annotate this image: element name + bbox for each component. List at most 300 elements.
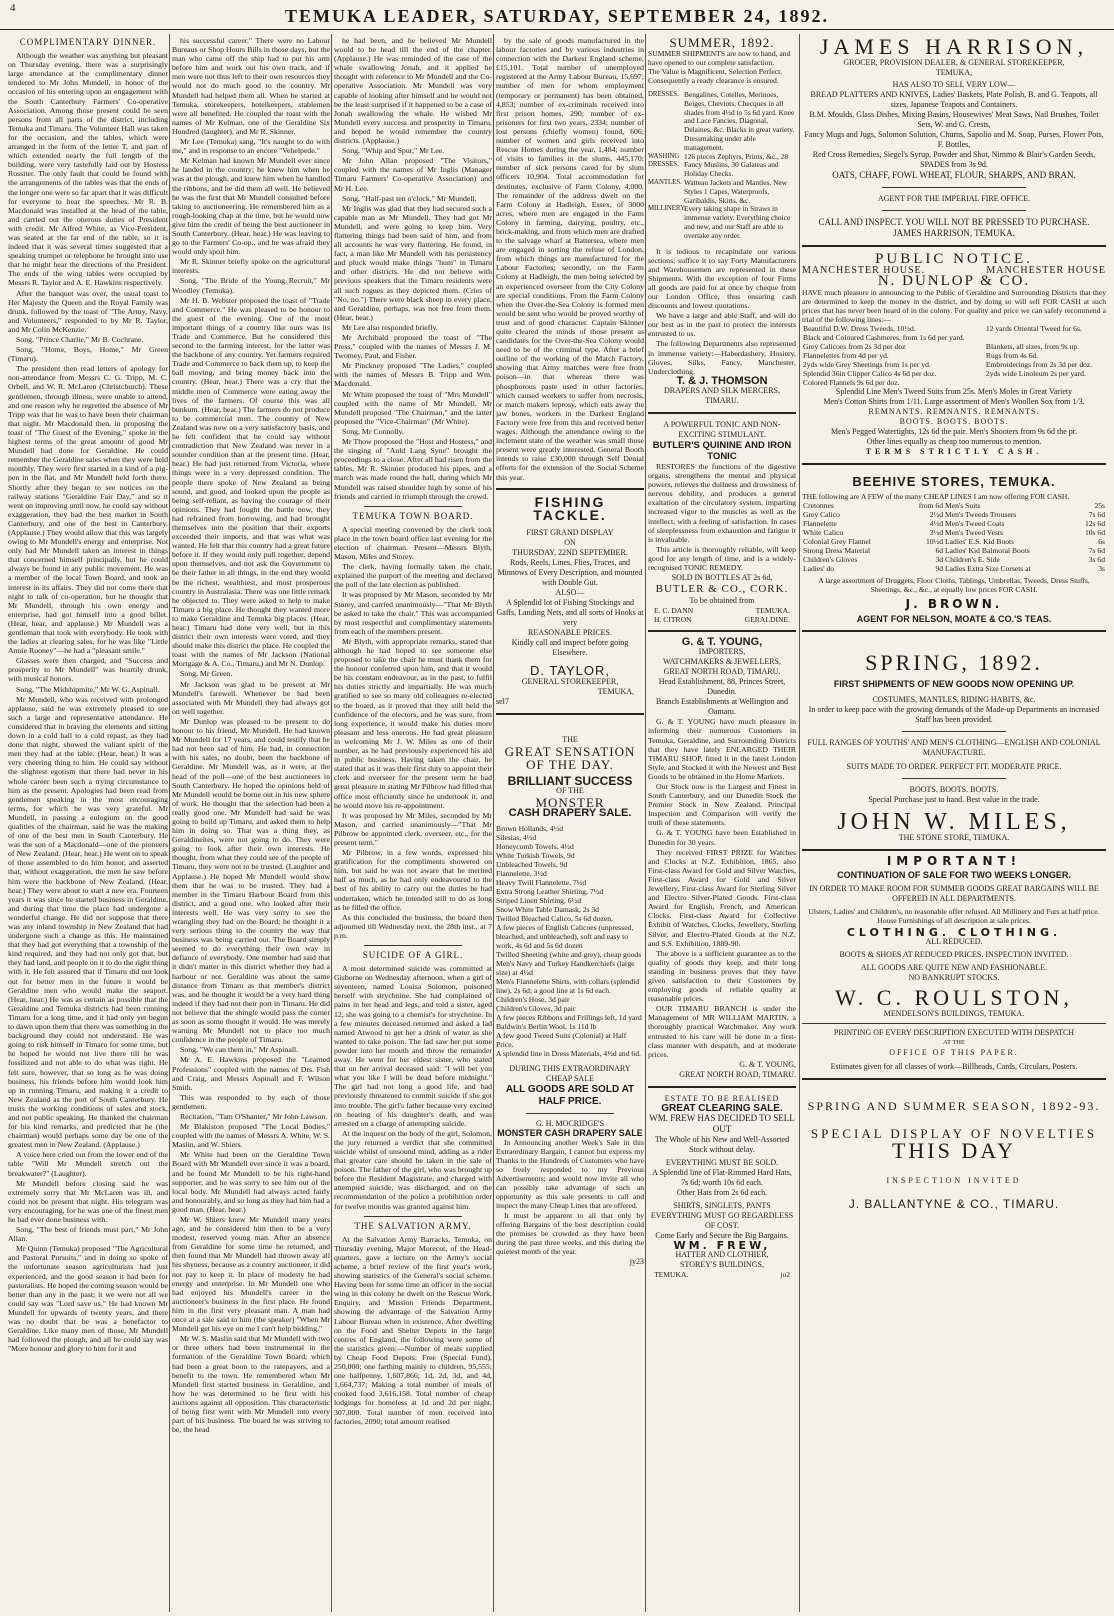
article-paragraph: Mr Pilbrow, in a few words, expressed his gratification for the compliments showered on him, but said he was not aware that he merited half as much, as he had only endeavoured to the best of his ability to carry out the duties he had undertaken, which he intended still to do as long as he filled the office. (334, 848, 492, 912)
price-value: 7s 6d (1088, 510, 1105, 520)
price-item: Grey Calico (803, 510, 840, 520)
article-paragraph: Song, "The Bride of the Young Recruit," Mr Woodley (Temuka). (172, 276, 330, 295)
ad-line: STOREY'S BUILDINGS, (680, 1260, 764, 1270)
ad-line: Red Cross Remedies, Siegel's Syrup, Powder and Shot, Nimmo & Blair's Garden Seeds, SPADES from 3s 9d. (812, 150, 1096, 169)
ad-paragraph: G. & T. YOUNG have much pleasure in informing their numerous Customers in Temuka, Geraldine, and Surrounding Districts that they have lately ENLARGED THEIR TIMARU SHOP, fitted it in the latest London Style, and Stocked it with the Newest and Best Goods to be obtained in the Home Markets. (648, 717, 796, 781)
sale-item: White Turkish Towels, 9d (496, 850, 575, 860)
ad-line: CALL AND INSPECT. YOU WILL NOT BE PRESSED TO PURCHASE. (818, 217, 1090, 227)
ad-line: GREAT NORTH ROAD, TIMARU. (679, 1069, 796, 1079)
newspaper-title: TEMUKA LEADER, SATURDAY, SEPTEMBER 24, 1892. (285, 6, 829, 26)
department-label: MANTLES. (648, 178, 682, 186)
ad-line: Fancy Mugs and Jugs, Solomon Solution, Churns, Sapolio and M. Soap, Purses, Flower Pots, F. Bottles, (804, 130, 1104, 149)
ad-code: ju2 (780, 1270, 790, 1280)
ad-line: Estimates given for all classes of work—Billheads, Cards, Circulars, Posters. (830, 1061, 1078, 1071)
price-item: 12 yards Oriental Tweed for 6s. (985, 324, 1082, 334)
sale-item: Twilled Sheeting (white and grey), cheap goods (496, 949, 642, 959)
column-rule (493, 34, 494, 1612)
ad-line: DURING THIS EXTRAORDINARY CHEAP SALE (509, 1063, 631, 1083)
article-paragraph: Glasses were then charged, and "Success and prosperity to Mr Mundell" was heartily drunk, with musical honors. (8, 656, 168, 684)
ad-line: ALSO— (555, 587, 585, 597)
ad-line: EVERYTHING MUST BE SOLD. (665, 1157, 779, 1167)
column-rule (645, 34, 646, 1612)
ad-paragraph: RESTORES the functions of the digestive organs, strengthens the mental and physical powers, relieves the dullness and drowsiness of nervous debility, and produces a general exaltation of the circulatory system, imparting increased vigor to the muscles as well as the intellect, with a feeling of satisfaction. In cases of sleeplessness from exhaustion and fatigue it is invaluable. (648, 461, 796, 544)
ad-line: FIRST SHIPMENTS OF NEW GOODS NOW OPENING UP. (833, 679, 1075, 690)
price-value: 9d (935, 564, 944, 574)
ad-line: THURSDAY, 22ND SEPTEMBER. (512, 547, 628, 557)
sale-item: Striped Linen Shirting, 6½d (496, 895, 582, 905)
department-text: 126 pieces Zephyrs, Prints, &c., 28 Fancy Muslins, 30 Galateas and Holiday Checks. (684, 151, 789, 179)
article-paragraph: Song, "The best of friends must part," Mr John Allan. (8, 1225, 168, 1244)
divider (802, 630, 1106, 632)
agent-name: H. CITRON (654, 615, 692, 625)
divider (648, 412, 796, 414)
ad-name: WM. FREW, (673, 1238, 771, 1252)
price-item: 2yds wide Linoleum 2s per yard. (985, 369, 1086, 379)
ad-line: FIRST GRAND DISPLAY (526, 527, 614, 537)
frew-clearing-ad (648, 1094, 796, 1279)
sale-item: A few pieces Ribbons and Frillings left, 1d yard (496, 1012, 642, 1022)
price-item: Ladies' Kid Balmoral Boots (945, 546, 1030, 556)
ad-line: SPRING AND SUMMER SEASON, 1892-93. (807, 1098, 1101, 1113)
ad-paragraph: The above is a sufficient guarantee as to the quality of goods they keep, and their long standing in business proves that they have given satisfaction to their Customers by employing goods of reliable quality at reasonable prices. (648, 948, 796, 1004)
ad-line: GENERAL STOREKEEPER, (521, 676, 619, 686)
sale-item: Men's Navy and Turkey Handkerchiefs (large size) at 4½d (496, 958, 635, 977)
column-2 (172, 36, 330, 1612)
ad-line: G. & T. YOUNG, (739, 1059, 796, 1069)
price-item: Black and Coloured Cashmeres, from 1s 6d per yard. (803, 333, 965, 343)
sale-item: Unbleached Towels, 9d (496, 859, 568, 869)
price-item: Rugs from 4s 6d. (985, 351, 1039, 361)
ad-paragraph: G. & T. YOUNG have been Established in Dunedin for 30 years. (648, 828, 796, 847)
price-item: Children's E. Side (945, 555, 1000, 565)
ad-paragraph: The Value is Magnificent, Selection Perfect. (648, 67, 783, 76)
ad-name: JOHN W. MILES, (837, 809, 1071, 836)
price-value: 3s 6d (1088, 555, 1105, 565)
ad-line: OATS, CHAFF, FOWL WHEAT, FLOUR, SHARPS, AND BRAN. (832, 170, 1076, 180)
article-paragraph: Mr Mundell, who was received with prolonged applause, said he was extremely pleased to see such a large and representative attendance. He considered that in braving the elements and sitting down in a cold hall to a cold repast, as they had done that night, showed the valiant spirit of the men they had at the table. (Hear, hear.) It was a very cheering thing to him. He could say without the slightest egotism that there had never in his whole career been such a trying circumstance to him as the present. Apologies had been read from gentlemen speaking in the most encouraging terms, for which he was very grateful. Mr Mundell, in passing a eulogium on the good qualities of the chairman, said he was the making of one of the best men in South Canterbury. He was the son of a Macdonald—one of the pioneers of New Zealand. (Hear, hear.) He went on to speak of those assembled to do him honor, and asserted that, without exaggeration, the men he saw before him were the backbone of New Zealand. (Hear, hear.) They were about to start a new era. Fourteen years it was since he started business in Geraldine, and during that time the place had undergone a wonderful change. He did not suppose that there was any inland township in New Zealand that had undergone such a change as this. He maintained that they had got everything that a township of the kind required, and they had not only got that, but they had land, and people on it to do the right thing with it. He felt assured that if Timaru did not look out for better men in the future it would be Geraldine men who would make the seaport. (Hear, hear.) He was as certain as possible that the Geraldine and Temuka districts had been running Timaru for a long time, and it had only yet begun to dawn upon them that there was something in the background they could not understand. He was going to risk himself in Timaru for some time, but he hoped he would not live there till he was fossilized and not able to do what was right. He felt sure, however, that so long as he was doing business, his friends before him would look him up in running Timaru, and making it a credit to New Zealand as the port of South Canterbury. He trusts the working conditions of sales and stock, and not public speaking. He thanked the chairman for his kind remarks, and predicted that he (the chairman) would perhaps some day be one of the greatest men in New Zealand. (Applause.) (8, 694, 168, 1150)
sale-item: Heavy Twill Flannelette, 7½d (496, 877, 587, 887)
agent-town: TEMUKA. (755, 606, 790, 616)
ad-line: HATTER AND CLOTHIER, (675, 1250, 769, 1260)
ad-paragraph: Consequently a ready clearance is ensured. (648, 76, 779, 85)
article-paragraph: Song, "Whip and Spur," Mr Lee. (342, 146, 445, 156)
price-item: Ladies' E.S. Kid Boots (945, 537, 1015, 547)
divider (902, 778, 1006, 779)
ad-line: BOOTS. BOOTS. BOOTS. (899, 417, 1009, 427)
column-3 (334, 36, 492, 1612)
ad-paragraph: This article is thoroughly reliable, will keep good for any length of time, and is a widely-recognised TONIC REMEDY. (648, 544, 796, 572)
price-value: from 6d (918, 501, 944, 511)
ad-title: SUMMER, 1892. (669, 36, 775, 50)
ad-paragraph: Our Stock now is the Largest and Finest in South Canterbury, and our Dunedin Stock the Premier Stock in New Zealand. Principal Inspection and Comparison will verify the truth of these statements. (648, 782, 796, 828)
article-paragraph: Song, "Home, Boys, Home," Mr Green (Timaru). (8, 345, 168, 364)
article-paragraph: Mr Mundell before closing said he was extremely sorry that Mr McLaren was ill, and could not be present that night. His telegram was very encouraging, for he was one of the finest men he had ever done business with. (8, 1178, 168, 1224)
price-value: 10s 6d (1084, 528, 1105, 538)
price-value: 25s (1094, 501, 1105, 511)
ad-line: MONSTER CASH DRAPERY SALE (497, 1127, 643, 1138)
ad-line: Splendid Line Men's Tweed Suits from 25s. Men's Moles in Great Variety (835, 387, 1073, 397)
divider (882, 210, 1026, 211)
price-value: 3½d (929, 528, 944, 538)
divider (802, 1078, 1106, 1080)
price-item: Beautiful D.W. Dress Tweeds, 10½d. (803, 324, 916, 334)
department-label: WASHING DRESSES. (648, 152, 680, 168)
sale-item: A few good Tweed Suits (Colonial) at Half Price. (496, 1030, 627, 1049)
article-paragraph: Mr John Allan proposed "The Visitors," coupled with the names of Mr Inglis (Manager Timaru Farmers' Co-operative Association) and Mr H. Lee. (334, 156, 492, 193)
sale-item: Children's Gloves, 3d pair (496, 1003, 576, 1013)
ad-line: INSPECTION INVITED (886, 1175, 1022, 1185)
divider (902, 731, 1006, 732)
article-paragraph: Song, "Half-past ten o'clock," Mr Mundell. (342, 193, 477, 203)
article-paragraph: Mr White had been on the Geraldine Town Board with Mr Mundell ever since it was a board, and he found Mr Mundell to be his right-hand supporter, and he was sorry to see him out of the local body. Mr Mundell had always acted fairly and honourably, and so long as they had him had a good man. (Hear, hear.) (172, 1150, 330, 1214)
price-list (802, 501, 1106, 573)
ad-line: CASH DRAPERY SALE. (508, 806, 632, 819)
ad-line: BOOTS. BOOTS. BOOTS. (909, 785, 999, 795)
ad-paragraph: We have a large and able Staff, and will do our best as in the past to protect the interests entrusted to us. (648, 311, 796, 339)
ad-line: JAMES HARRISON, TEMUKA. (893, 228, 1015, 238)
price-value: 4½d (929, 519, 944, 529)
ad-line: ALL GOODS ARE QUITE NEW AND FASHIONABLE. (860, 962, 1048, 972)
divider (882, 187, 1026, 188)
ad-title: IMPORTANT! (886, 854, 1022, 869)
ad-paragraph: THE following are A FEW of the many CHEAP LINES I am now offering FOR CASH. (802, 492, 1070, 502)
column-1 (8, 36, 168, 1612)
ad-line: BREAD PLATTERS AND KNIVES, Ladies' Baskets, Plate Polish, B. and G. Teapots, all sizes, Japanese Teapots and Containers. (810, 90, 1098, 109)
ad-line: OF THE DAY. (526, 756, 614, 772)
price-item: Colored Flannels 9s 6d per doz. (803, 378, 900, 388)
thomson-summer-ad (648, 36, 796, 406)
ad-line: ESTATE TO BE REALISED (664, 1093, 780, 1103)
ad-line: COSTUMES, MANTLES, RIDING HABITS, &c. (872, 695, 1036, 705)
dunlop-notice-ad (802, 253, 1106, 457)
ad-title: BUTLER'S QUININE AND IRON TONIC (652, 439, 792, 462)
article-paragraph: Mr Blyth, with appropriate remarks, stated that although he had hoped to see someone else proposed to take the chair he must thank them for the honour conferred upon him, and that it would be his constant endeavour, as in the past, to fulfil his duties strictly and impartially. He was much gratified to see so many old colleagues re-elected to the board, as it proved that they still held the confidence of the electors, and he was sure, from long experience, it would make his duties more pleasant and less onerous. He had great pleasure in welcoming Mr J. W. Miles as one of their number, as he had previously experienced his aid in public business. Having taken the chair, he stated that as it was their first duty to appoint their clerk and overseer for the present term he had great pleasure in stating Mr Pilbrow had filled that office most efficiently since he undertook it, and he would move his re-appointment. (334, 636, 492, 810)
article-heading: TEMUKA TOWN BOARD. (352, 510, 474, 521)
price-item: Flannelette (803, 519, 837, 529)
ad-line: IMPORTERS, (698, 647, 746, 657)
printing-ad (802, 1028, 1106, 1072)
ad-title: BEEHIVE STORES, TEMUKA. (852, 474, 1056, 490)
article-paragraph: After the banquet was over, the usual toast to Her Majesty the Queen and the Royal Family was drunk, followed by the toast of "The Army, Navy, and Volunteers," responded to by Mr R. Taylor, and Mr Colin McKenzie. (8, 288, 168, 334)
price-value: 12s 6d (1084, 519, 1105, 529)
agent-name: E. C. DANN (654, 606, 694, 616)
ad-line: Come Early and Secure the Big Bargains. (655, 1230, 789, 1240)
ad-line: ON (564, 537, 576, 547)
price-item: Embroiderings from 2s 3d per doz. (985, 360, 1093, 370)
price-list (802, 324, 1106, 387)
price-item: Ladies Extra Size Corsets at (945, 564, 1031, 574)
price-item: Ladies' do (803, 564, 835, 574)
beehive-stores-ad (802, 474, 1106, 625)
column-rule (331, 34, 332, 1612)
ad-line: AGENT FOR THE IMPERIAL FIRE OFFICE. (877, 194, 1031, 203)
price-item: Men's Tweed Vests (945, 528, 1003, 538)
article-paragraph: Mr Pinckney proposed "The Ladies," coupled with the names of Messrs B. Tripp and Wm. Macdonald. (334, 361, 492, 389)
ad-line: THE STONE STORE, TEMUKA. (898, 833, 1010, 843)
ad-line: AGENT FOR NELSON, MOATE & CO.'S TEAS. (856, 614, 1052, 625)
price-item: Men's Suits (945, 501, 981, 511)
ad-line: SOLD IN BOTTLES AT 2s 6d, (671, 573, 773, 583)
ad-line: IN ORDER TO MAKE ROOM FOR SUMMER GOODS GREAT BARGAINS WILL BE OFFERED IN ALL DEPARTMENTS. (809, 883, 1099, 903)
article-paragraph: Mr H. B. Webster proposed the toast of "Trade and Commerce." He was pleased to be honour to the guest of the evening. One of the most important things of a country like ours was its Trade and Commerce. But he considered this second to the farming interest, for the latter was the backbone of any country. Yet farmers required Trade and Commerce to back them up, to keep the ball moving, and bring money back into the country. (Hear, hear.) There was a cry that the middle men of Commerce were eating away the lives of the farmers. Of course this was all bunkum. (Hear, hear.) The farmers do not produce to be commercial men. The country of New Zealand was now on a very satisfactory basis, and he felt confident that he could say without contradiction that New Zealand was never in a sounder condition than at the present time. (Hear, hear.) He had just returned from Victoria, where things were in a very depressed condition. The people there spoke of New Zealand as being sound, and good, and looked upon the people as being self-reliant, as having the courage of their opinions. They had fought the battle now, they had refrained from borrowing, and had brought themselves into the position that their exports exceeded their imports, and that was what was wanted. He felt that this country had a great future before it. If they would only pull together, depend upon themselves, and not ask the Government to be their father in all things, in the end they would be the richest, wealthiest, and most prosperous country in Australasia. There was one little remark he objected to. They were asked to help to make Timaru a big place. He thought they wanted more to make Geraldine and Temuka big places. (Hear, hear.) Timaru had done very well, but in this district their own interests were voted, and they should make this district the place. He coupled the toast with the names of Mr Jackson (National Mortgage & A. Co., Timaru,) and Mr N. Dunlop. (172, 295, 330, 669)
ad-line: A Splendid lot of Fishing Stockings and Gaffs, Landing Nets, and all sorts of Hooks at very (496, 597, 644, 627)
department-text: Every taking shape in Straws in immense variety. Everything choice and new, and our Staff are able to overtake any order. (684, 204, 791, 240)
ad-line: THE (562, 734, 578, 744)
article-paragraph: Mr R. Skinner briefly spoke on the agricultural interests. (172, 257, 330, 276)
article-paragraph: Mr Blakiston proposed "The Local Bodies," coupled with the names of Messrs A. White, W. S. Maslin, and W. Shiers. (172, 1122, 330, 1150)
ad-line: To be obtained from (689, 596, 755, 606)
ad-line: In order to keep pace with the growing demands of the Made-up Departments an increased Staff has been provided. (808, 705, 1100, 725)
ad-paragraph: It must be apparent to all that only by offering Bargains of the best description could the premises be crowded as they have been during the past three weeks, and this during the quietest month of the year. (496, 1210, 644, 1256)
article-paragraph: At the inquest on the body of the girl, Solomon, the jury returned a verdict that she committed suicide whilst of unsound mind, adding as a rider that greater care should be taken in the sale of poison. The father of the girl, who was brought up before the Resident Magistrate, and charged with attempted suicide, was discharged, and on the recommendation of the police a prohibition order for twelve months was granted against him. (334, 1128, 492, 1211)
price-item: Cretonnes (803, 501, 834, 511)
ad-line: Branch Establishments at Wellington and Oamaru. (655, 697, 789, 717)
article-paragraph: his successful career." There were no Labour Bureaus or Shop Hours Bills in those days, but the man who came off the ship had to put his arm before him and work out his own track, and if men were not thus left to their own resources they would not do much good to the country. Mr Mundell had helped them all. When he started at Temuka, storekeepers, hotelkeepers, stablemen were all benefited. He coupled the toast with the names of Mr Kelman, one of the Geraldine Six Hundred (laughter), and Mr R. Skinner. (172, 36, 330, 136)
article-paragraph: As this concluded the business, the board then adjourned till Wednesday next, the 28th inst., at 7 p.m. (334, 912, 492, 940)
price-value: 6s (1098, 537, 1105, 547)
article-paragraph: Mr Thow proposed the "Host and Hostess," and the singing of "Auld Lang Syne" brought the proceedings to a close. After all had risen from the tables, Mr R. Skinner produced his pipes, and a march was made round the hall, during which Mr Mundell was raised shoulder high by some of his friends and carried in triumph through the crowd. (334, 437, 492, 501)
ad-title: JAMES HARRISON, (819, 36, 1089, 59)
ad-line: TIMARU. (705, 395, 739, 405)
article-paragraph: Mr Quinn (Temuka) proposed "The Agricultural and Pastoral Pursuits," and in doing so spoke of the unfortunate season agriculturists had just experienced, and the good season it had been for pastoralists. He hoped the coming season would be better than any in the past; it we were not all we could say was "Lord save us." He had known Mr Mundell for upwards of twenty years, and there was no doubt that he was a benefactor to Geraldine. Like many men of those, Mr Mundell had followed the plough, and all he could say was "More honour and glory to him for it and (8, 1244, 168, 1354)
sale-item: Snow White Table Damask, 2s 3d (496, 904, 599, 914)
sale-item: Flannelette, 3½d (496, 868, 547, 878)
young-jewellers-ad (648, 638, 796, 1080)
article-paragraph: Recitation, "Tam O'Shanter," Mr John Lawson. (180, 1111, 328, 1121)
article-paragraph: It was proposed by Mr Mason, seconded by Mr Storey, and carried unanimously—"That Mr Blyth be asked to take the chair." This was accompanied by most respectful and complimentary statements from each of the members present. (334, 590, 492, 636)
price-item (985, 378, 1106, 387)
sale-item: Twilled Bleached Calico, 5s 6d dozen. (496, 913, 613, 923)
price-item: Flannelettes from 4d per yd. (803, 351, 889, 361)
monster-sale-ad (496, 735, 644, 1267)
ad-line: CONTINUATION OF SALE FOR TWO WEEKS LONGER. (837, 869, 1071, 880)
article-paragraph: This was responded to by each of those gentlemen. (172, 1092, 330, 1111)
ad-line: GREAT NORTH ROAD, TIMARU. (663, 667, 781, 677)
ad-line: NO BANKRUPT STOCKS. (908, 972, 1000, 982)
ad-line: DRAPERS AND SILK MERCERS, (663, 385, 781, 395)
article-paragraph: A most determined suicide was committed at Gisborne on Wednesday afternoon, when a girl of seventeen, named Louisa Solomon, poisoned herself with strychnine. She had complained of pains in her head and legs, and told a sister, aged 12, she was going to a chemist's for strychnine. In a few minutes deceased returned and asked a lad named Atwood to get her a drink of water as she wanted to take poison. The lad saw her put some powder into her mouth and throw the remainder away. He went for her eldest sister, who stated that on her arrival deceased said: "I will bet you what you like I will be dead before midnight." The girl had not long a good life, and had previously threatened to commit suicide if she got into trouble. The girl's father because very excited on hearing of his daughter's death, and was arrested on a charge of attempting suicide. (334, 964, 492, 1128)
price-value: 7s 6d (1088, 546, 1105, 556)
ad-line: PRINTING OF EVERY DESCRIPTION EXECUTED WITH DESPATCH (833, 1027, 1075, 1037)
ad-line: MANCHESTER HOUSE (986, 265, 1106, 276)
article-paragraph: Song, "Prince Charlie," Mr B. Cochrane. (16, 335, 144, 344)
ad-line: WATCHMAKERS & JEWELLERS, (663, 657, 781, 667)
column-6 (802, 36, 1106, 1612)
ad-line: Head Establishment, 88, Princes Street, Dunedin. (658, 677, 786, 697)
article-paragraph: Mr Lee (Temuka) sang, "It's naught to do with me," and in response to an encore "Vehelpede." (172, 137, 330, 156)
ad-title: SPRING, 1892. (865, 650, 1043, 676)
article-heading: SUICIDE OF A GIRL. (362, 950, 464, 960)
divider (802, 1023, 1106, 1024)
miles-spring-ad (802, 652, 1106, 843)
divider (496, 488, 644, 490)
ad-line: HAS ALSO TO SELL VERY LOW— (892, 80, 1016, 89)
roulston-sale-ad (802, 854, 1106, 1018)
price-item: White Calico (803, 528, 844, 538)
ad-name: N. DUNLOP & CO. (877, 273, 1031, 290)
article-paragraph: Mr Inglis was glad that they had secured such a capable man as Mr Mundell. They had got Mr Mundell, and were going to keep him. Very flattering things had been said of him, and from all accounts he was very flattering. He found, in fact, a man like Mr Mundell with his persistency and pluck would make things "hum" in Timaru and other districts. He did not believe with previous speakers that the Timaru residents were all such rogues as they depicted them. (Cries of "No, no.") There were black sheep in every place, and Geraldine, perhaps, was not free from them. (Hear, hear.) (334, 203, 492, 322)
article-paragraph: It was proposed by Mr Miles, seconded by Mr Mason, and carried unanimously—"That Mr Pilbrow be appointed clerk, overseer, etc., for the present term." (334, 810, 492, 847)
article-heading: THE SALVATION ARMY. (354, 1220, 472, 1231)
ad-line: BUTLER & CO., CORK. (655, 583, 789, 596)
ad-line: Other Hats from 2s 6d each. (676, 1187, 768, 1197)
price-value: 10½d (925, 537, 944, 547)
column-4 (496, 36, 644, 1612)
ad-line: Other lines equally as cheap too numerous to mention. (866, 437, 1042, 447)
ad-paragraph: SUMMER SHIPMENTS are now to hand, and have opened to our complete satisfaction. (648, 49, 791, 67)
ad-line: B.M. Moulds, Glass Dishes, Mixing Basins, Housewives' Meat Saws, Nail Brushes, Toilet Sets, W. and G. Crests, (809, 110, 1099, 129)
ad-line: Men's Pegged Watertights, 12s 6d the pair. Men's Shooters from 9s 6d the pr. (830, 427, 1078, 437)
ad-line: SUITS MADE TO ORDER. PERFECT FIT. MODERATE PRICE. (846, 762, 1062, 772)
article-paragraph: he had been, and he believed Mr Mundell would to be head till the end of the chapter. (Applause.) He was reminded of the case of the whale swallowing Jonah, and it applied he thought with reference to Mr Mundell and the Co-operative Association. Mr Mundell was very capable of looking after himself and he would not be the least surprised if it happened to be a case of Jonah swallowing the whale. He wished Mr Mundell every success and prosperity in Timaru, and hoped he would remember the country districts. (Applause.) (334, 36, 492, 146)
department-text: Watteau Jackets and Mantles, New Styles 1 Capes, Waterproofs, Garibaldis, Skirts, &c. (684, 177, 788, 205)
article-paragraph: Although the weather was anything but pleasant on Thursday evening, there was a surprisingly large attendance at the complimentary dinner tendered to Mr John Mundell, in honor of the occasion of his entering upon an engagement with the South Canterbury Farmers' Co-operative Association. Among those present could be seen persons from all parts of the district, including Temuka and Timaru. The Volunteer Hall was taken for the occasion, and the tables, which were arranged in the form of the letter T, and part of which extended nearly the full length of the building, were very tastefully laid out by Hostess Rossiter. The only fault that could be found with the arrangements of the tables was that the ends of the longer one were so far apart that it was difficult for everyone to hear the speeches. Mr R. B. Macdonald was installed at the head of the table, and carried out the onerous duties of President with credit. Mr Alfred White, as Vice-President, was seated at the far end of the table, so it is indeed that it was several times suggested that a speaking trumpet or telephone be brought into use that he might hear the directions of the President. The ends of the wing tables were occupied by Messrs R. Taylor and A. E. Hawkins respectively. (8, 51, 168, 288)
ad-paragraph: Ulsters, Ladies' and Children's, no reasonable offer refused. All Millinery and Furs at half price. House Furnishings of all description at sale prices. (808, 906, 1100, 925)
article-paragraph: Mr Lee also responded briefly. (342, 322, 438, 332)
ad-paragraph: They received FIRST PRIZE for Watches and Clocks at N.Z. Exhibition, 1865, also First-class Award for Gold and Silver Watches, First-class Award for Gold and Silver Jewellery, First-class Award for Sterling Silver and Electro Silver-Plated Goods. First-class Award for English, French, and American Clocks. First-class Award for Collective Exhibit of Watches, Clocks, Jewellery, Sterling Silver, and Electro-Plated Goods at the N.Z. and S.S. Exhibition, 1889-90. (648, 847, 796, 948)
sale-item: Brown Hollands, 4½d (496, 823, 564, 833)
ad-line: ALL GOODS ARE SOLD AT HALF PRICE. (505, 1083, 635, 1107)
divider (648, 1086, 796, 1088)
article-paragraph: The president then read letters of apology for non-attendance from Messrs C. G. Tripp, M. C. Orbell, and W. R. McLaren (Christchurch). These gentlemen, through illness, were unable to attend, and one reason why he regretted the absence of Mr Tripp was that he was to have been their chairman that night. Mr Macdonald then, in proposing the toast of "The Guest of the Evening," spoke in the highest terms of the great amount of good Mr Mundell had done for Geraldine. He could remember the Geraldine sales when they were held monthly. They were first started in a kind of a pig-pen in the flat, and Mr Mundell held forth there. Shortly after they began to see notices on the railway stations "Geraldine Fair Day," and so it went on improving until now, he could say without exaggeration, they had the best market in South Canterbury, and one of the best in Canterbury. (Applause.) They would allow that this was largely owing to Mr Mundell's energy and enterprise. Not only had Mr Mundell taken an interest in things that concerned himself principally, but he could always be found in any public movement. He was a member of the local Town Board, and took an interest in its affairs. They did not come there that night to talk of co-operation, but he thought that Mr Mundell, through his own energy and enterprise, had got himself into a good billet. (Hear, hear, and applause.) Mr Mundell was a gentleman that took with everybody. He took with the ladies at clearing sales, for he was like "Little Annie Rooney"—he had a "pleasant smile." (8, 364, 168, 656)
price-item (985, 333, 1106, 342)
ad-name: J. BROWN. (905, 597, 1003, 612)
sale-item: Men's Flannelette Shirts, with collars (splendid line), 2s 6d; a good line at 1s 6d each. (496, 976, 640, 995)
column-rule (799, 34, 800, 1612)
ad-line: A Splendid line of Flat-Rimmed Hard Hats, 7s 6d; worth 10s 6d each. (652, 1167, 792, 1187)
ad-line: GREAT SENSATION (504, 743, 636, 759)
price-item: Children's Gloves (803, 555, 858, 565)
ad-line: OFFICE OF THIS PAPER. (889, 1047, 1019, 1057)
ad-line: MANCHESTER HOUSE. (802, 265, 926, 276)
butler-tonic-ad (648, 420, 796, 624)
ad-title: PUBLIC NOTICE. (875, 251, 1033, 267)
ad-line: AT THE (943, 1038, 965, 1046)
ad-line: TEMUKA, (597, 686, 634, 696)
ad-line: TEMUKA. (654, 1270, 689, 1280)
ad-name: J. BALLANTYNE & CO., TIMARU. (848, 1196, 1060, 1211)
ad-name: W. C. ROULSTON, (835, 984, 1073, 1010)
ad-paragraph: The following Departments also represented in immense variety:—Haberdashery, Hosiery, Gloves, Silks, Fancy, Manchester, Underclothing. (648, 339, 796, 376)
ad-line: The Whole of his New and Well-Assorted Stock without delay. (654, 1134, 790, 1154)
ad-line: Men's Cotton Shirts from 1/11. Large assortment of Men's Woollen Sox from 1/3. (823, 397, 1085, 407)
divider (496, 713, 644, 715)
ad-paragraph: A large assortment of Druggets, Floor Cloths, Tablings, Umbrellas, Tweeds, Dress Stuffs, Sheetings, &c., &c., at equally low prices FOR CASH. (818, 576, 1090, 595)
article-paragraph: At the Salvation Army Barracks, Temuka, on Thursday evening, Major Morecot, of the Head-quarters, gave a lecture on the Army's social scheme, a brief review of the first year's work, showing statistics of the General's social scheme. Having been for some time an officer in the social wing in this colony he dwelt on the Rescue Work, Enquiry, and Mission Friends Department, showing the advantage of the Salvation Army Labour Bureau when in existence. After dwelling on the Food and Shelter Depots in the large centres of England, the following were some of the statistics given:—Number of meals supplied by Cheap Food Depots: Free (Special Fund), 250,000; one farthing mainly to children, 95,555; one halfpenny, 1,607,866; 1d, 2d, 3d, and 4d, 1,664,737; Making a total number of meals of cooked food 3,616,158. Total number of cheap lodgings for homeless at 1d and 2d per night, 307,000. Total number of men received into factories, 2090; total amount realised (334, 1234, 492, 1426)
price-item: Men's Tweeds Trousers (945, 510, 1017, 520)
ad-line: ALL REDUCED. (925, 936, 983, 946)
ballantyne-ad (802, 1100, 1106, 1209)
sale-item: A splendid line in Dress Materials, 4½d and 6d. (496, 1048, 641, 1058)
ad-line: CLOTHING. CLOTHING. (846, 925, 1062, 939)
ad-merchant: D. TAYLOR, (529, 662, 611, 678)
article-paragraph: by the sale of goods manufactured in the labour factories and by various industries in connection with the Darkest England scheme, £15,101. Total number of unemployed registered at the Army Labour Bureau, 15,697; number of men for whom employment (temporary or permanent) has been obtained, 4,853; number of ex-criminals received into first prison homes, 290; number of ex-prisoners for first two years, 2334; number of lost persons (chiefly women) found, 606; number of women and girls received into Rescue Homes during the year, 1,484; number of visits to families in the slums, 445,170; number of sick persons cared for by slum officers 10,904. Total accommodation for destitutes, exclusive of Farm Colony, 4,000. The remainder of the address dwelt on the Farm Colony at Hadleigh, Essex, of 3000 acres, where men are engaged in the Farm Colony in farming, dairying, poultry, etc., brick-making, and from which men are drafted to the salvage wharf at Battersea, where men are engaged in sorting the refuse of London, from which things are manufactured for the Labour Factories; secondly, on the Farm Colony at Hadleigh, the men being selected by an experienced overseer from the City Colony are special conditions. From the Farm Colony when the Over-the-Sea Colony is formed men would be sent who would be proved worthy of trust and of good character. Captain Skinner quite cleared the minds of those present as candidates for the Over-the-Sea Colony would need to be of the criminal type. After a brief outline of the working of the Match Factory, showing that Army matches were free from poison—in that whereas there was phosphorous paste used in other factories, which caused workers to suffer from necrosis, or match makers leprosy, which eats away the jaw bones, workers in the Darkest England Factory were free from this and received better wages. Although the attendance owing to the inclement state of the weather was small those present were greatly interested. General Booth intends to raise £30,000 through Self Denial efforts for the extension of the Social Scheme this year. (496, 36, 644, 482)
price-value: 2½d (929, 510, 944, 520)
price-value: 3d (935, 555, 944, 565)
ad-line: REASONABLE PRICES. (527, 627, 612, 637)
price-value: 3s (1098, 564, 1105, 574)
department-text: Bengalines, Cotelles, Merinoes, Beiges, Cheviots, Checques in all shades from 4½d to 5s 6d yard. Knee and Lace Fancies, Diagonal, Delaines, &c. Blacks in great variety. Dressmaking under able management. (684, 90, 795, 152)
ad-line: MONSTER (535, 794, 605, 810)
ad-line: OF THE (556, 785, 584, 795)
article-paragraph: The clerk, having formally taken the chair, explained the purport of the meeting and declared the poll of the late election as published. (334, 562, 492, 590)
price-item: Colonial Grey Flannel (803, 537, 871, 547)
ad-paragraph: It is tedious to recapitulate our various sections; suffice it to say Forty Manufacturers and Warehousemen are represented in these Shipments. With the exception of four Firms all goods are paid for at once by cheque from our London Office, thus ensuring cash discounts and lowest quotations. (648, 246, 796, 311)
sale-item: Children's Hose, 3d pair (496, 994, 570, 1004)
agent-town: GERALDINE. (744, 615, 790, 625)
sale-item: Silesias, 4½d (496, 832, 537, 842)
article-paragraph: Song, Mr Green. (180, 669, 233, 679)
article-paragraph: A special meeting convened by the clerk took place in the town board office last evening for the election of chairman. Present—Messrs Blyth, Mason, Miles and Storey. (334, 524, 492, 562)
article-paragraph: Song, "We can them in," Mr Aspinall. (180, 1045, 299, 1055)
article-paragraph: Mr White proposed the toast of "Mrs Mundell" coupled with the name of Mr Mundell. Mr Mundell proposed "The Chairman," and the latter proposed the "Vice-Chairman" (Mr White). (334, 389, 492, 426)
ad-line: Rods, Reels, Lines, Flies, Traces, and Minnows of Every Description, and mounted with Double Gut. (497, 557, 643, 587)
sale-item: Extra Strong Leather Shirting, 7½d (496, 886, 604, 896)
page-number: 4 (10, 2, 16, 14)
article-paragraph: Mr A. E. Hawkins proposed the "Learned Professions" coupled with the names of Drs. Fish and Craig, and Messrs Aspinall and F. Wilson Smith. (172, 1055, 330, 1092)
department-label: MILLINERY. (648, 205, 686, 213)
article-paragraph: A voice here cried out from the lower end of the table "Will Mr Mundell stretch out the breakwater?" (Laughter). (8, 1150, 168, 1178)
ad-line: Special Purchase just to hand. Best value in the trade. (868, 795, 1040, 805)
ad-line: BRILLIANT SUCCESS (507, 773, 633, 788)
price-item: Splendid 36in Clipper Calico 4s 6d per doz. (803, 369, 937, 379)
price-item: Blankets, all sizes, from 9s up. (985, 342, 1080, 352)
divider (364, 506, 462, 507)
column-rule (169, 34, 170, 1612)
masthead (0, 0, 1114, 30)
ad-code: sel7 (496, 696, 509, 706)
divider (802, 245, 1106, 247)
article-paragraph: Mr Archibald proposed the toast of "The Press," coupled with the names of Messrs J. M. Twomey, Paul, and Fisher. (334, 333, 492, 361)
ad-line: REMNANTS. REMNANTS. REMNANTS. (868, 407, 1040, 417)
fishing-tackle-ad (496, 493, 644, 707)
divider (364, 945, 462, 946)
sale-item: A few pieces of English Calicoes (unpressed, bleached, and unbleached), soft and easy to work, 4s 6d and 5s 6d dozen (496, 922, 634, 950)
sale-item: Honeycomb Towels, 4½d (496, 841, 574, 851)
divider (802, 463, 1106, 465)
ad-line: EVERYTHING MUST GO REGARDLESS OF COST. (650, 1210, 794, 1230)
price-value: 6d (935, 546, 944, 556)
ad-paragraph: In Announcing another Week's Sale in this Extraordinary Bargain, I cannot but express my Thanks to the Hundreds of Customers who have so freely responded to my Previous Advertisements; and would now invite all who can possibly take advantage of such an opportunity as this sale presents to call and inspect the many Cheap Lines that are offered. (496, 1137, 644, 1210)
harrison-ad (802, 36, 1106, 239)
ad-line: FULL RANGES OF YOUTHS' AND MEN'S CLOTHING—ENGLISH AND COLONIAL MANUFACTURE. (807, 738, 1101, 758)
ad-title: FISHING TACKLE. (533, 493, 607, 523)
divider (802, 849, 1106, 851)
ad-code: jy23 (629, 1256, 644, 1266)
ad-title: GREAT CLEARING SALE. (661, 1102, 783, 1114)
ad-title: G. & T. YOUNG, (681, 636, 763, 649)
ad-paragraph: HAVE much pleasure in announcing to the Public of Geraldine and Surrounding Districts that they are determined to keep the money in the district, and by doing so will sell FOR CASH at such prices that has never been heard of in the colony. For quality and price we can safely recommend a trial of the following lines:— (802, 288, 1106, 325)
divider (364, 1216, 462, 1217)
ad-line: Kindly call and inspect before going Elsewhere. (511, 637, 629, 657)
price-item: Men's Tweed Coats (945, 519, 1005, 529)
article-paragraph: Mr Dunlop was pleased to be present to do honour to his friend, Mr Mundell. He had known Mr Mundell for 17 years, and could testify that he had not been sad of him. He had, in connection with his sales, no doubt, been the backbone of Geraldine. Mr Mundell was, as it were, at the head of the poll—one of the best auctioneers in South Canterbury. He hoped the opinions held of Mr Mundell would be borne out in his new sphere of work. He thought that the selection had been a really good one. Mr Mundell had said he was going to build up Timaru, and asked them to help him in doing so. That was a thing they, as Geraldineites, were not going to do. They were going to look after their own interests. He thought, from what they could see of the people of Timaru, they were not to be trusted. (Laughter and Applause.) He hoped Mr Mundell would show them that he was to be trusted. They had a member in the Timaru Harbour Board from this district, and a good one, who looked after their interests well. He was very sorry to see the wrangling they had on the Board; he thought it a very serious thing to the country the way that business was being carried out. The Board simply seemed to do everything their own way in defiance of everybody. One member had said that it didn't matter in this district whether they had a harbour or not. Geraldine was about the same distance from Timaru as that member's district was, and he thought it would be a very hard thing indeed if they had not their port in Timaru. He did not believe that the shingle would pass the corner as soon as some thought it would. He was merely warning Mr Mundell not to place too much confidence in the people of Timaru. (172, 716, 330, 1045)
sale-item: Baldwin's Berlin Wool, 1s 11d lb (496, 1021, 597, 1031)
ad-line: TERMS STRICTLY CASH. (865, 447, 1043, 457)
divider (648, 630, 796, 632)
ad-line: BOOTS & SHOES AT REDUCED PRICES. INSPECTION INVITED. (839, 949, 1069, 959)
ad-line: MENDELSON'S BUILDINGS, TEMUKA. (883, 1008, 1025, 1018)
price-item: 2yds wide Grey Sheetings from 1s per yd. (803, 360, 931, 370)
article-paragraph: Mr Kelman had known Mr Mundell ever since he landed in the country; he knew him when he was at the plough, and knew him when he handled the ribbons, and he did them all well. He believed he was the first that Mr Mundell consulted before taking to auctioneering. He remembered him as a rough-looking chap at the time, but he would now give him the credit of being the best auctioneer in South Canterbury. (Hear, hear.) He was leaving to go to the Farmers' Co-op., and he was afraid they would only spoil him. (172, 156, 330, 257)
ad-line: WM. FREW HAS DECIDED TO SELL OUT (649, 1112, 795, 1134)
ad-paragraph: OUR TIMARU BRANCH is under the Management of MR WILLIAM MARTIN, a thoroughly practical Watchmaker. Any work entrusted to his care will be done in a first-class manner with despatch, and at moderate prices. (648, 1004, 796, 1059)
article-paragraph: Mr W. Shiers knew Mr Mundell many years ago, and he considered him then to be a very modest, reserved young man. After an absence from Geraldine for some time he returned, and then found that Mr Mundell had thrown away all his shyness, because as a country auctioneer, it did not pay to keep it. In place of modesty he had energy and enterprise. In Mr Mundell one who had enjoyed his Mundell's career in the auctioneer's business in the first place. He found him in the first very pleasant man. A man had once at a sale said to him (the speaker) "When Mr Mundell get his eye on me I can't help bidding." (172, 1215, 330, 1334)
price-item: Strong Dress Material (803, 546, 871, 556)
department-label: DRESSES. (648, 91, 679, 98)
ad-line: A POWERFUL TONIC AND NON-EXCITING STIMULANT. (663, 419, 781, 439)
price-item: Grey Calicoes from 2s 3d per doz (803, 342, 906, 352)
